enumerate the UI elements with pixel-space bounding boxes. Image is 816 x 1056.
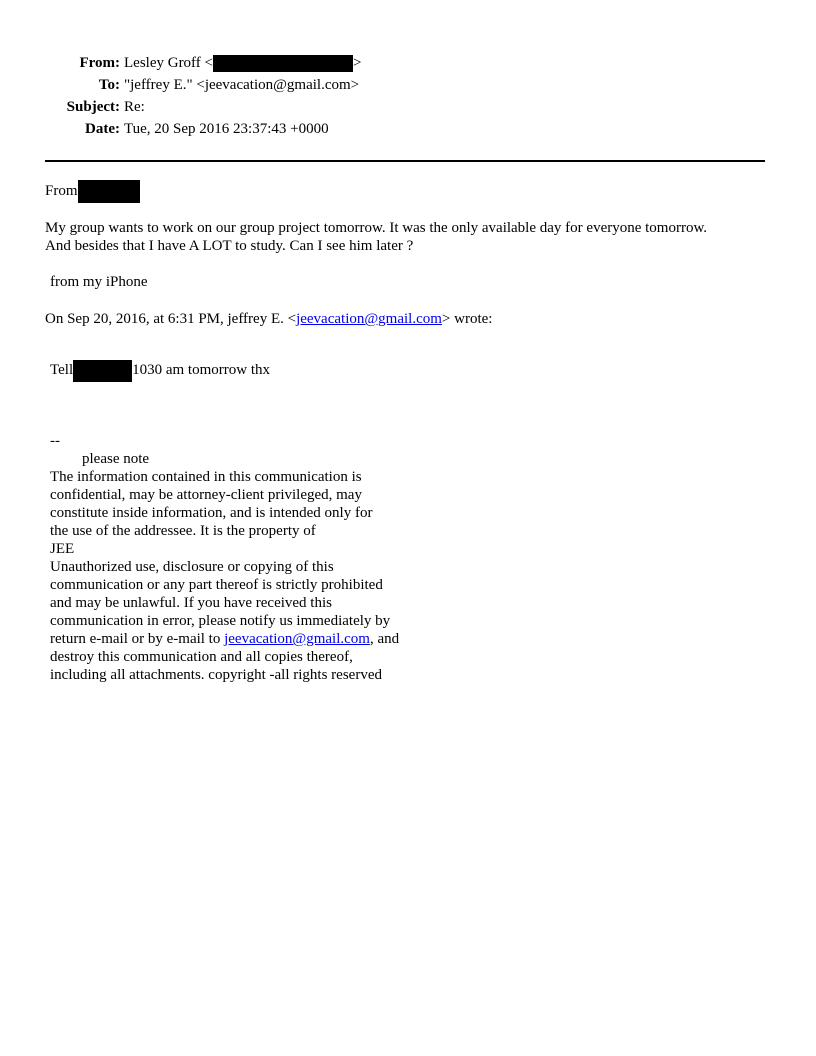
message-body bbox=[45, 219, 775, 255]
message-line: And besides that I have A LOT to study. Can I see him later ? bbox=[45, 238, 414, 254]
disclaimer-line: the use of the addressee. It is the property of bbox=[50, 523, 316, 539]
quote-suffix: > wrote: bbox=[441, 311, 493, 327]
signature-block bbox=[50, 432, 399, 684]
signature-note: please note bbox=[82, 451, 150, 467]
email-line-suffix: , and bbox=[369, 631, 400, 647]
disclaimer-line: confidential, may be attorney-client privileged, may bbox=[50, 487, 362, 503]
email-line-prefix: return e-mail or by e-mail to bbox=[50, 631, 225, 647]
to-row bbox=[0, 74, 816, 96]
from-prefix: From bbox=[45, 183, 78, 199]
subject-value: Re: bbox=[124, 99, 145, 115]
disclaimer-line: and may be unlawful. If you have received this bbox=[50, 595, 332, 611]
subject-row bbox=[0, 96, 816, 118]
quoted-email-link[interactable]: jeevacation@gmail.com bbox=[296, 311, 442, 327]
disclaimer-line: destroy this communication and all copies thereof, bbox=[50, 649, 353, 665]
header-divider bbox=[45, 160, 765, 162]
email-header bbox=[0, 52, 816, 140]
disclaimer-line: The information contained in this communication is bbox=[50, 469, 362, 485]
from-label: From: bbox=[79, 55, 120, 71]
from-row bbox=[0, 52, 816, 74]
message-line: My group wants to work on our group project tomorrow. It was the only available day for everyone tomorrow. bbox=[45, 220, 708, 236]
redaction-block bbox=[78, 180, 140, 203]
disclaimer-line bbox=[50, 630, 399, 648]
tell-prefix: Tell bbox=[50, 362, 74, 378]
date-label: Date: bbox=[85, 121, 120, 137]
tell-suffix: 1030 am tomorrow thx bbox=[132, 362, 271, 378]
to-label: To: bbox=[98, 77, 120, 93]
redaction-block bbox=[73, 360, 132, 382]
disclaimer-line: Unauthorized use, disclosure or copying of this bbox=[50, 559, 334, 575]
date-row bbox=[0, 118, 816, 140]
disclaimer-line: including all attachments. copyright -all rights reserved bbox=[50, 667, 382, 683]
disclaimer-line: communication or any part thereof is strictly prohibited bbox=[50, 577, 383, 593]
from-name: Lesley Groff < bbox=[124, 55, 213, 71]
disclaimer-line: constitute inside information, and is intended only for bbox=[50, 505, 373, 521]
disclaimer-email-link[interactable]: jeevacation@gmail.com bbox=[224, 631, 370, 647]
tell-line bbox=[50, 359, 780, 382]
subject-label: Subject: bbox=[66, 99, 120, 115]
signature-dashes: -- bbox=[50, 433, 60, 449]
disclaimer-line: JEE bbox=[50, 541, 75, 557]
redaction-block bbox=[213, 55, 353, 72]
date-value: Tue, 20 Sep 2016 23:37:43 +0000 bbox=[124, 121, 329, 137]
disclaimer-line: communication in error, please notify us immediately by bbox=[50, 613, 391, 629]
from-iphone: from my iPhone bbox=[50, 274, 148, 290]
from-value bbox=[124, 52, 361, 74]
from-line bbox=[45, 180, 775, 203]
from-tail: > bbox=[353, 55, 362, 71]
to-value: "jeffrey E." <jeevacation@gmail.com> bbox=[124, 77, 360, 93]
quote-header bbox=[45, 310, 775, 328]
quote-prefix: On Sep 20, 2016, at 6:31 PM, jeffrey E. < bbox=[45, 311, 297, 327]
